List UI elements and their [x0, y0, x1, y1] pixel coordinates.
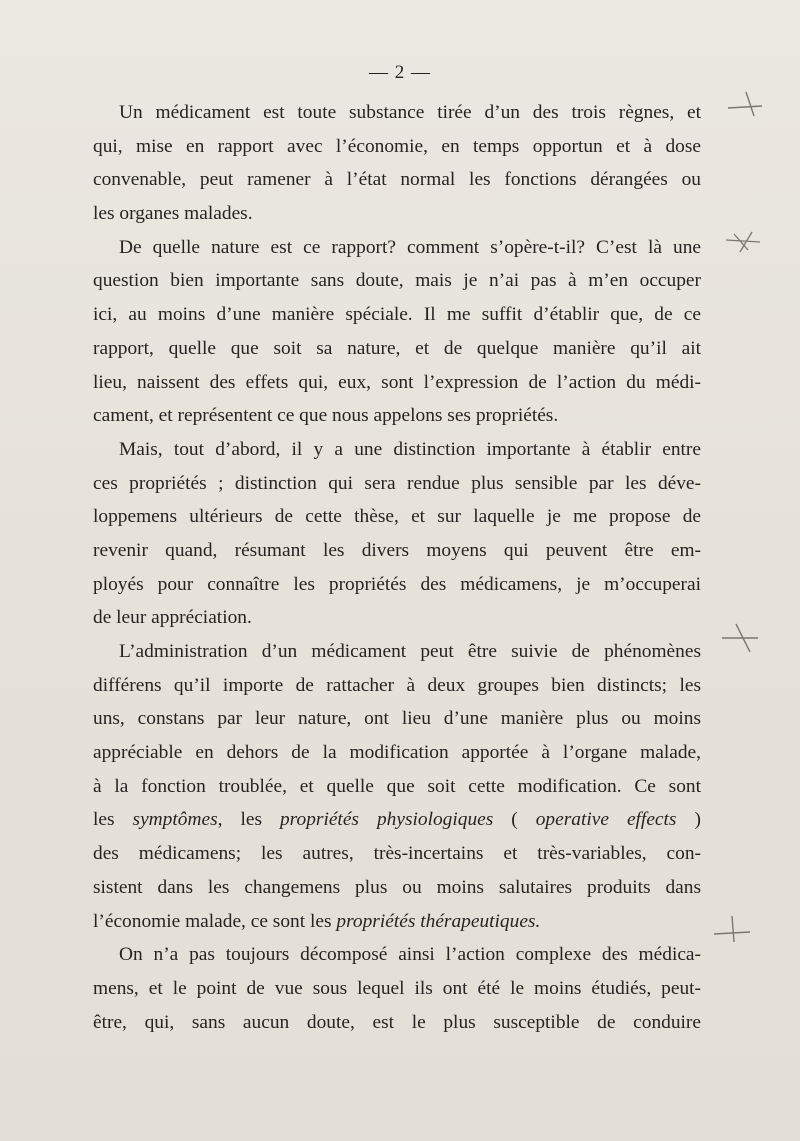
margin-pencil-mark: [712, 914, 752, 944]
text-line: les organes malades.: [93, 203, 253, 225]
text-line: ici, au moins d’une manière spéciale. Il me suffit d’établir que, de ce: [93, 304, 701, 326]
text-line: différens qu’il importe de rattacher à deux groupes bien distincts; les: [93, 674, 701, 696]
text-line: De quelle nature est ce rapport? comment s’opère-t-il? C’est là une: [119, 236, 701, 258]
page-number: — 2 —: [369, 62, 431, 83]
text-line: ployés pour connaître les propriétés des médicamens, je m’occuperai: [93, 573, 701, 595]
text-line: être, qui, sans aucun doute, est le plus susceptible de conduire: [93, 1011, 701, 1033]
margin-pencil-mark: [720, 622, 760, 652]
text-line: loppemens ultérieurs de cette thèse, et sur laquelle je me propose de: [93, 506, 701, 528]
text-line: rapport, quelle que soit sa nature, et de quelque manière qu’il ait: [93, 337, 701, 359]
text-line: Mais, tout d’abord, il y a une distinction importante à établir entre: [119, 438, 701, 460]
text-line: à la fonction troublée, et quelle que soit cette modification. Ce sont: [93, 775, 701, 797]
text-line: sistent dans les changemens plus ou moins salutaires produits dans: [93, 876, 701, 898]
text-line: des médicamens; les autres, très-incertains et très-variables, con-: [93, 843, 701, 865]
text-line: L’administration d’un médicament peut être suivie de phénomènes: [119, 641, 701, 662]
text-line: lieu, naissent des effets qui, eux, sont l’expression de l’action du médi-: [93, 371, 701, 393]
text-line: ces propriétés ; distinction qui sera rendue plus sensible par les déve-: [93, 472, 701, 494]
margin-pencil-mark: [726, 88, 766, 118]
body-text: [93, 96, 701, 1039]
text-line: de leur appréciation.: [93, 607, 252, 629]
text-line: qui, mise en rapport avec l’économie, en temps opportun et à dose: [93, 135, 701, 157]
text-line: l’économie malade, ce sont les propriétés thérapeutiques.: [93, 910, 541, 932]
text-line: appréciable en dehors de la modification apportée à l’organe malade,: [93, 742, 701, 764]
text-line: revenir quand, résumant les divers moyens qui peuvent être em-: [93, 539, 701, 561]
text-line: convenable, peut ramener à l’état normal les fonctions dérangées ou: [93, 169, 701, 191]
text-line: On n’a pas toujours décomposé ainsi l’action complexe des médica-: [119, 944, 701, 966]
text-line: Un médicament est toute substance tirée d’un des trois règnes, et: [119, 102, 701, 123]
text-line: mens, et le point de vue sous lequel ils ont été le moins étudiés, peut-: [93, 977, 701, 999]
text-line: question bien importante sans doute, mais je n’ai pas à m’en occuper: [93, 270, 701, 292]
margin-pencil-mark: [722, 226, 762, 256]
text-line: cament, et représentent ce que nous appelons ses propriétés.: [93, 405, 559, 427]
text-line: uns, constans par leur nature, ont lieu d’une manière plus ou moins: [93, 708, 701, 730]
text-line: les symptômes, les propriétés physiologiques ( operative effects ): [93, 809, 701, 831]
